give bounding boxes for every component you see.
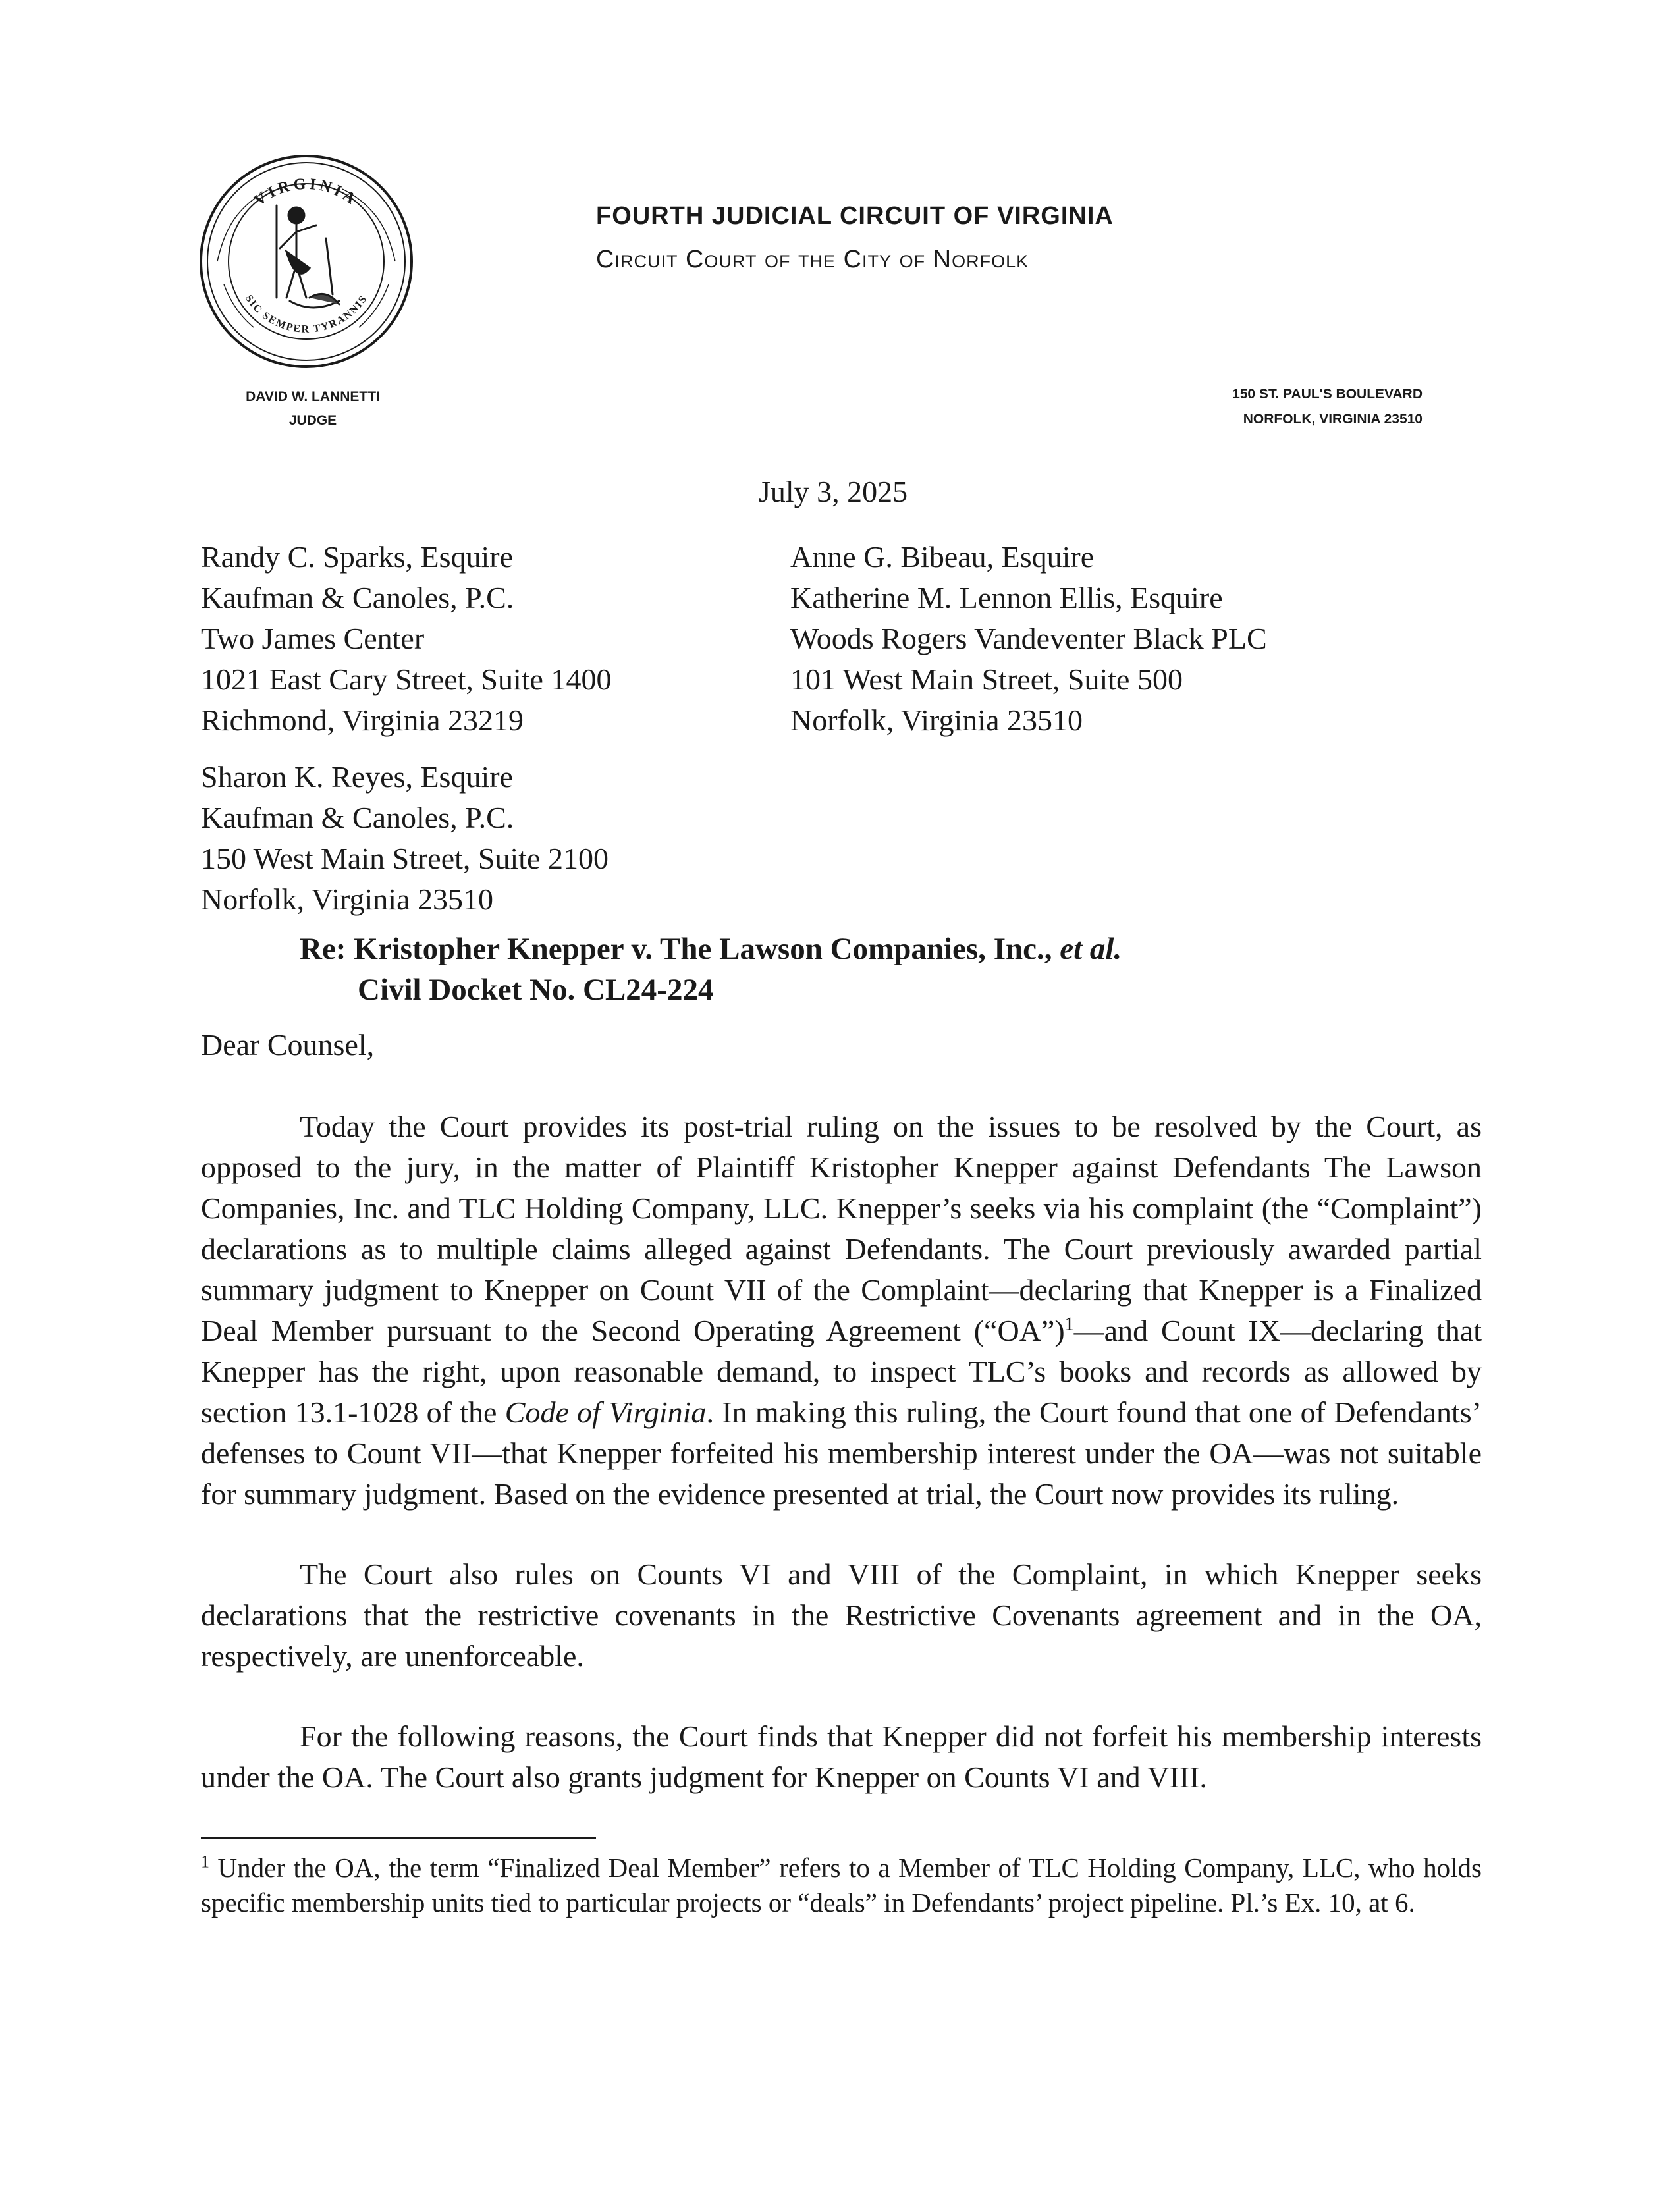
recipient-line: Two James Center — [201, 622, 425, 655]
paragraph-text: . In making this ruling, the Court found that one of Defendants’ defenses to Count VII—that Knepper forfeited his membership interest under the OA—was not suitable for summary judgment. Based on the evidence presented at trial, the Court now provides its ruling. — [201, 1395, 1482, 1511]
recipient-line: 150 West Main Street, Suite 2100 — [201, 842, 609, 875]
footnote-reference: 1 — [1064, 1314, 1074, 1335]
recipient-line: Sharon K. Reyes, Esquire — [201, 760, 513, 794]
re-caption — [300, 929, 1122, 969]
re-etal: et al. — [1060, 932, 1122, 966]
svg-text:VIRGINIA — [252, 176, 362, 210]
court-name: Circuit Court of the City of Norfolk — [596, 246, 1029, 273]
seal-top-text: VIRGINIA — [251, 175, 362, 210]
recipient-line: Anne G. Bibeau, Esquire — [790, 540, 1095, 574]
paragraph-text: —and Count IX—declaring that Knepper has the right, upon reasonable demand, to inspect TLC’s books and records as allowed by section 13.1-1028 of the — [201, 1314, 1482, 1429]
recipients-right — [790, 537, 1267, 757]
svg-text:SIC SEMPER TYRANNIS — [243, 293, 369, 335]
footnote-divider — [201, 1837, 596, 1839]
recipient-line: Richmond, Virginia 23219 — [201, 703, 524, 737]
recipient-address — [201, 537, 611, 741]
re-line — [300, 929, 1122, 1010]
court-address-line2: NORFOLK, VIRGINIA 23510 — [1243, 412, 1423, 427]
seal-bottom-text: SIC SEMPER TYRANNIS — [242, 292, 370, 335]
recipient-line: Kaufman & Canoles, P.C. — [201, 801, 514, 834]
re-docket: Civil Docket No. CL24-224 — [358, 973, 714, 1007]
judge-title: JUDGE — [288, 413, 337, 428]
recipients-left — [201, 537, 611, 936]
re-case-name: Re: Kristopher Knepper v. The Lawson Companies, Inc., — [300, 932, 1060, 966]
recipient-line: 1021 East Cary Street, Suite 1400 — [201, 662, 612, 696]
code-of-virginia: Code of Virginia — [504, 1395, 707, 1429]
recipient-line: Woods Rogers Vandeventer Black PLC — [790, 622, 1267, 655]
court-address-line1: 150 ST. PAUL'S BOULEVARD — [1232, 387, 1423, 402]
letter-date: July 3, 2025 — [759, 475, 908, 508]
judge-block — [214, 385, 412, 433]
recipient-address — [790, 537, 1267, 741]
paragraph: For the following reasons, the Court finds that Knepper did not forfeit his membership interests under the OA. The Court also grants judgment for Knepper on Counts VI and VIII. — [201, 1719, 1482, 1794]
judge-name: DAVID W. LANNETTI — [246, 389, 380, 404]
paragraph — [201, 1106, 1482, 1515]
recipient-line: Norfolk, Virginia 23510 — [790, 703, 1083, 737]
salutation: Dear Counsel, — [201, 1028, 375, 1062]
court-header — [596, 198, 1320, 278]
circuit-name: FOURTH JUDICIAL CIRCUIT OF VIRGINIA — [596, 202, 1114, 230]
recipient-line: Randy C. Sparks, Esquire — [201, 540, 514, 574]
footnote-number: 1 — [201, 1852, 209, 1872]
recipient-line: Kaufman & Canoles, P.C. — [201, 581, 514, 614]
letter-body — [201, 1106, 1482, 1837]
footnote — [201, 1851, 1482, 1920]
footnote-text: Under the OA, the term “Finalized Deal Member” refers to a Member of TLC Holding Company, LLC, who holds specific membership units tied to particular projects or “deals” in Defendants’ project pipeline. Pl.’s Ex. 10, at 6. — [201, 1852, 1482, 1918]
virginia-seal-icon — [198, 153, 415, 370]
paragraph: The Court also rules on Counts VI and VIII of the Complaint, in which Knepper seeks declarations that the restrictive covenants in the Restrictive Covenants agreement and in the OA, respectively, are unenforceable. — [201, 1557, 1482, 1673]
paragraph-text: Today the Court provides its post-trial ruling on the issues to be resolved by the Court, as opposed to the jury, in the matter of Plaintiff Kristopher Knepper against Defendants The Lawson Companies, Inc. and TLC Holding Company, LLC. Knepper’s seeks via his complaint (the “Complaint”) declarations as to multiple claims alleged against Defendants. The Court previously awarded partial summary judgment to Knepper on Count VII of the Complaint—declaring that Knepper is a Finalized Deal Member pursuant to the Second Operating Agreement (“OA”) — [201, 1110, 1482, 1347]
recipient-line: Norfolk, Virginia 23510 — [201, 882, 494, 916]
recipient-address — [201, 757, 611, 920]
recipient-line: 101 West Main Street, Suite 500 — [790, 662, 1183, 696]
court-address — [1120, 382, 1423, 432]
recipient-line: Katherine M. Lennon Ellis, Esquire — [790, 581, 1223, 614]
